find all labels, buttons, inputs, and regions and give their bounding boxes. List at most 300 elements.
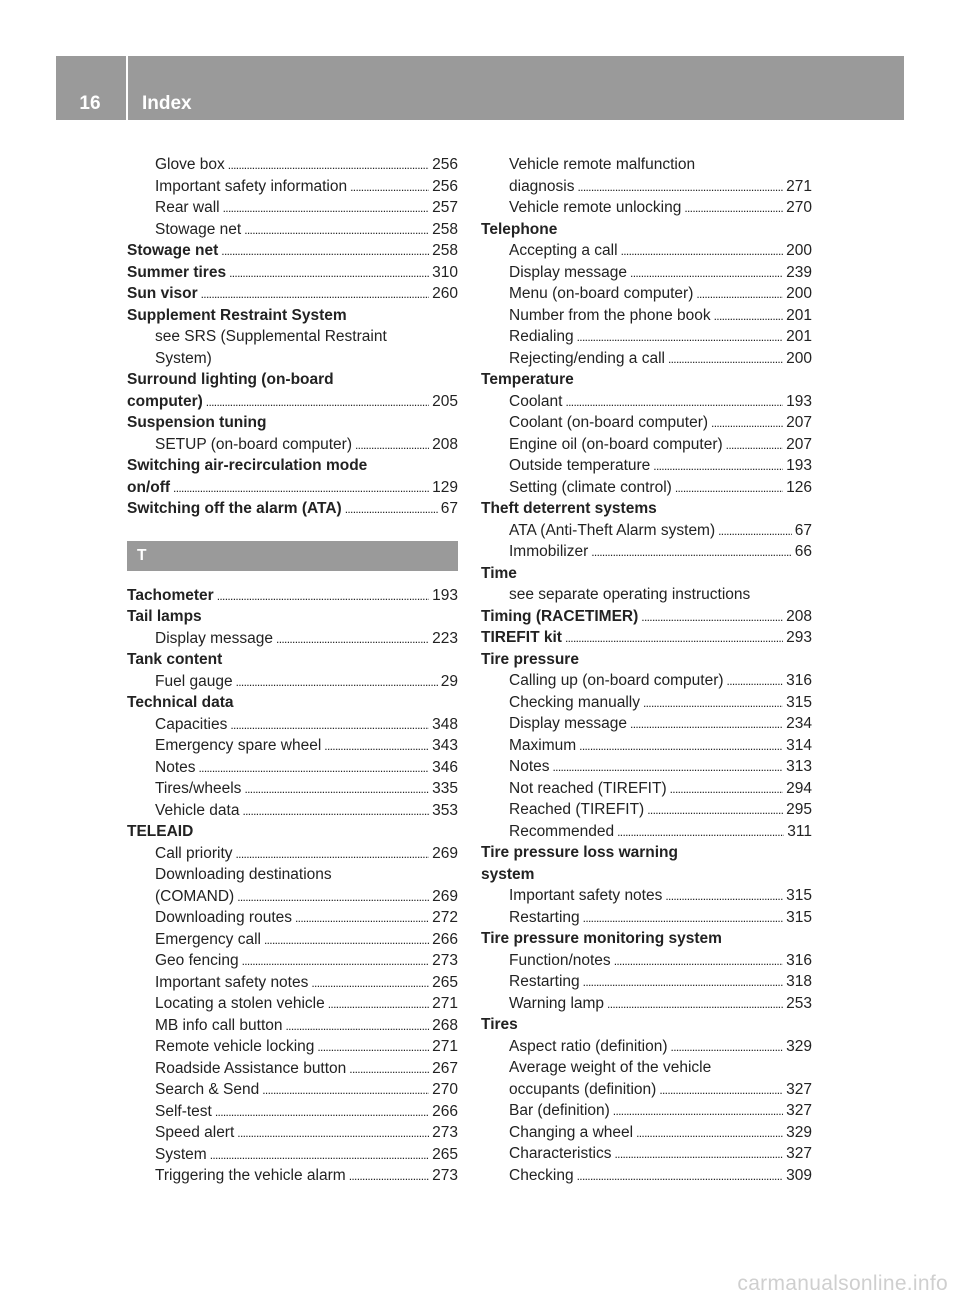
entry-label: Tires [481, 1016, 518, 1033]
entry-label: Coolant (on-board computer) [509, 414, 709, 431]
entry-label: Speed alert [155, 1124, 235, 1141]
dot-leader [647, 799, 783, 821]
entry-label: Outside temperature [509, 457, 651, 474]
index-entry [127, 197, 458, 219]
watermark: carmanualsonline.info [737, 1272, 948, 1295]
index-entry [127, 628, 458, 650]
entry-label: Changing a wheel [509, 1123, 634, 1141]
page-reference: 327 [786, 1080, 812, 1098]
page-reference: 353 [432, 801, 458, 819]
entry-label: Tank content [127, 651, 223, 668]
index-heading [481, 864, 812, 886]
section-letter-header: T [127, 541, 458, 571]
entry-label: Emergency call [155, 930, 261, 948]
dot-leader [324, 735, 429, 757]
page-reference: 270 [432, 1081, 458, 1098]
index-entry [481, 391, 812, 413]
page-reference: 273 [432, 952, 458, 969]
page-reference: 200 [786, 285, 812, 302]
dot-leader [230, 714, 429, 736]
page-reference: 310 [432, 263, 458, 281]
page-reference: 316 [786, 951, 812, 969]
dot-leader [665, 885, 783, 907]
page-reference: 257 [432, 199, 458, 216]
dot-leader [276, 628, 429, 650]
dot-leader [206, 391, 429, 413]
page-reference: 295 [786, 801, 812, 818]
page-reference: 208 [786, 607, 812, 625]
entry-label: System [155, 1145, 207, 1163]
page-reference: 309 [786, 1166, 812, 1184]
index-heading [127, 649, 458, 671]
page-reference: 273 [432, 1167, 458, 1184]
entry-label: Recommended [509, 822, 615, 840]
index-entry [481, 412, 812, 434]
page-reference: 193 [432, 586, 458, 604]
dot-leader [727, 670, 784, 692]
entry-label: Capacities [155, 715, 228, 733]
dot-leader [264, 929, 429, 951]
dot-leader [215, 1101, 429, 1123]
dot-leader [615, 1143, 784, 1165]
index-entry [127, 929, 458, 951]
index-heading [127, 412, 458, 434]
entry-label: system [481, 865, 535, 883]
dot-leader [714, 305, 784, 327]
entry-label: (COMAND) [155, 887, 235, 905]
dot-leader [244, 219, 429, 241]
page-reference: 265 [432, 973, 458, 991]
entry-label: Display message [509, 263, 628, 281]
entry-label: TIREFIT kit [481, 629, 562, 646]
entry-label: Technical data [127, 694, 234, 711]
entry-label: TELEAID [127, 823, 194, 840]
dot-leader [726, 434, 783, 456]
entry-label: Engine oil (on-board computer) [509, 435, 723, 453]
entry-label: Bar (definition) [509, 1102, 610, 1119]
index-entry [127, 800, 458, 822]
entry-label: Temperature [481, 371, 574, 388]
index-entry [127, 993, 458, 1015]
dot-leader [643, 692, 783, 714]
entry-label: Redialing [509, 328, 574, 345]
page-reference: 269 [432, 844, 458, 862]
dot-leader [617, 821, 784, 843]
index-heading [127, 369, 458, 391]
index-entry [481, 283, 812, 305]
page-reference: 258 [432, 220, 458, 238]
index-heading [127, 585, 458, 607]
dot-leader [578, 176, 784, 198]
page-reference: 223 [432, 629, 458, 647]
dot-leader [591, 541, 792, 563]
dot-leader [237, 886, 429, 908]
entry-label: Fuel gauge [155, 672, 233, 690]
index-entry [127, 154, 458, 176]
dot-leader [221, 240, 429, 262]
index-heading [127, 305, 458, 327]
page-reference: 315 [786, 693, 812, 711]
page-reference: 126 [786, 478, 812, 496]
dot-leader [242, 800, 429, 822]
dot-leader [696, 283, 783, 305]
page-reference: 316 [786, 672, 812, 689]
index-entry [481, 993, 812, 1015]
dot-leader [311, 972, 429, 994]
dot-leader [675, 477, 783, 499]
dot-leader [670, 778, 784, 800]
dot-leader [355, 434, 429, 456]
entry-label: Surround lighting (on-board [127, 371, 334, 388]
page-reference: 193 [786, 457, 812, 474]
page-reference: 67 [440, 500, 458, 517]
dot-leader [317, 1036, 429, 1058]
dot-leader [229, 262, 429, 284]
page-reference: 327 [786, 1145, 812, 1162]
dot-leader [577, 1165, 784, 1187]
index-entry [127, 778, 458, 800]
page-reference: 348 [432, 715, 458, 733]
entry-label: Menu (on-board computer) [509, 285, 694, 302]
index-entry [481, 262, 812, 284]
index-entry [481, 1079, 812, 1101]
index-entry [127, 757, 458, 779]
index-entry [481, 1036, 812, 1058]
page-reference: 311 [787, 822, 812, 840]
index-column-right [481, 154, 812, 1186]
page-reference: 294 [786, 779, 812, 797]
entry-label: Rejecting/ending a call [509, 349, 665, 367]
index-entry [127, 843, 458, 865]
page-reference: 293 [786, 629, 812, 646]
index-heading [127, 477, 458, 499]
page-reference: 346 [432, 758, 458, 776]
dot-leader [607, 993, 783, 1015]
dot-leader [236, 843, 430, 865]
dot-leader [621, 240, 784, 262]
index-heading [127, 455, 458, 477]
dot-leader [684, 197, 783, 219]
dot-leader [630, 713, 783, 735]
entry-label: Checking manually [509, 693, 640, 711]
header-divider [126, 56, 128, 120]
index-heading [127, 498, 458, 520]
index-entry [481, 1100, 812, 1122]
index-entry [127, 1015, 458, 1037]
page-reference: 313 [786, 758, 812, 775]
entry-label: Function/notes [509, 951, 611, 969]
index-entry [481, 907, 812, 929]
entry-label: System) [155, 349, 212, 367]
page-reference: 66 [794, 543, 812, 560]
index-heading [481, 369, 812, 391]
index-entry [127, 348, 458, 370]
index-entry [481, 1165, 812, 1187]
entry-label: on/off [127, 478, 171, 496]
entry-label: see separate operating instructions [509, 586, 751, 603]
dot-leader [228, 154, 429, 176]
dot-leader [565, 391, 783, 413]
index-heading [127, 692, 458, 714]
dot-leader [565, 627, 783, 649]
index-entry [481, 1143, 812, 1165]
page-reference: 270 [786, 199, 812, 216]
dot-leader [345, 498, 438, 520]
entry-label: Tail lamps [127, 608, 202, 625]
entry-label: Setting (climate control) [509, 478, 672, 496]
entry-label: Timing (RACETIMER) [481, 607, 639, 625]
index-entry [127, 972, 458, 994]
page-reference: 234 [786, 715, 812, 732]
entry-label: Downloading destinations [155, 866, 332, 883]
dot-leader [671, 1036, 784, 1058]
index-entry [127, 1058, 458, 1080]
page-title: Index [142, 93, 192, 114]
index-entry [481, 821, 812, 843]
entry-label: Self-test [155, 1102, 212, 1120]
entry-label: Not reached (TIREFIT) [509, 779, 667, 797]
entry-label: Reached (TIREFIT) [509, 801, 645, 818]
entry-label: Switching off the alarm (ATA) [127, 500, 342, 517]
page-reference: 268 [432, 1016, 458, 1034]
entry-label: Telephone [481, 220, 558, 238]
dot-leader [328, 993, 429, 1015]
index-entry [127, 671, 458, 693]
page-reference: 315 [786, 908, 812, 926]
page-reference: 318 [786, 973, 812, 990]
entry-label: Characteristics [509, 1145, 612, 1162]
index-entry [127, 176, 458, 198]
page-reference: 207 [786, 414, 812, 431]
index-entry [127, 1122, 458, 1144]
entry-label: Important safety notes [155, 973, 309, 991]
entry-label: Supplement Restraint System [127, 306, 347, 324]
page-reference: 193 [786, 392, 812, 410]
index-entry [481, 778, 812, 800]
index-entry [127, 950, 458, 972]
entry-label: Number from the phone book [509, 306, 711, 324]
entry-label: Tire pressure loss warning [481, 844, 678, 861]
page-reference: 266 [432, 930, 458, 948]
page-reference: 335 [432, 780, 458, 797]
entry-label: Suspension tuning [127, 414, 267, 431]
page-reference: 271 [432, 1038, 458, 1055]
page-reference: 129 [432, 478, 458, 496]
index-entry [481, 735, 812, 757]
dot-leader [668, 348, 783, 370]
index-entry [481, 971, 812, 993]
index-entry [481, 154, 812, 176]
index-entry [481, 713, 812, 735]
entry-label: Vehicle remote unlocking [509, 199, 682, 216]
entry-label: Glove box [155, 156, 225, 173]
entry-label: Display message [155, 629, 274, 647]
dot-leader [614, 950, 783, 972]
page-reference: 256 [432, 177, 458, 195]
entry-label: Tires/wheels [155, 780, 242, 797]
page-reference: 266 [432, 1102, 458, 1120]
page-reference: 271 [432, 995, 458, 1012]
index-entry [481, 455, 812, 477]
entry-label: computer) [127, 392, 203, 410]
index-entry [127, 1036, 458, 1058]
index-heading [127, 262, 458, 284]
index-entry [481, 1122, 812, 1144]
entry-label: Calling up (on-board computer) [509, 672, 724, 689]
page-reference: 343 [432, 737, 458, 754]
page-reference: 314 [786, 736, 812, 754]
entry-label: Theft deterrent systems [481, 500, 657, 517]
page-reference: 315 [786, 887, 812, 904]
page-reference: 201 [786, 306, 812, 324]
page-reference: 327 [786, 1102, 812, 1119]
entry-label: diagnosis [509, 177, 575, 195]
entry-label: Notes [155, 758, 196, 776]
dot-leader [630, 262, 783, 284]
entry-label: Downloading routes [155, 909, 293, 926]
entry-label: Warning lamp [509, 994, 605, 1012]
index-entry [481, 305, 812, 327]
index-entry [127, 864, 458, 886]
index-heading [481, 606, 812, 628]
dot-leader [583, 907, 783, 929]
entry-label: Accepting a call [509, 242, 618, 259]
entry-label: Tire pressure [481, 650, 579, 668]
entry-label: occupants (definition) [509, 1080, 657, 1098]
index-entry [127, 714, 458, 736]
page-reference: 329 [786, 1037, 812, 1055]
dot-leader [577, 326, 783, 348]
page-reference: 67 [794, 521, 812, 539]
page-reference: 256 [432, 156, 458, 173]
entry-label: Switching air-recirculation mode [127, 457, 368, 474]
dot-leader [718, 520, 792, 542]
dot-leader [349, 1058, 429, 1080]
entry-label: Restarting [509, 908, 580, 926]
index-entry [127, 1165, 458, 1187]
dot-leader [613, 1100, 783, 1122]
dot-leader [210, 1144, 429, 1166]
index-entry [127, 434, 458, 456]
index-entry [481, 477, 812, 499]
entry-label: Notes [509, 758, 550, 775]
entry-label: see SRS (Supplemental Restraint [155, 328, 387, 345]
index-heading [481, 842, 812, 864]
page-reference: 253 [786, 994, 812, 1012]
index-heading [127, 821, 458, 843]
entry-label: Sun visor [127, 285, 198, 302]
page-reference: 258 [432, 242, 458, 259]
dot-leader [217, 585, 429, 607]
index-column-left [127, 154, 458, 1187]
page-reference: 29 [440, 672, 458, 690]
page-number: 16 [79, 93, 101, 114]
index-heading [481, 649, 812, 671]
page-header [56, 56, 904, 120]
entry-label: Coolant [509, 392, 563, 410]
entry-label: Search & Send [155, 1081, 260, 1098]
index-entry [481, 348, 812, 370]
entry-label: MB info call button [155, 1016, 283, 1034]
index-entry [481, 885, 812, 907]
page-reference: 239 [786, 263, 812, 281]
index-entry [481, 541, 812, 563]
entry-label: Time [481, 564, 517, 582]
index-entry [127, 326, 458, 348]
dot-leader [641, 606, 783, 628]
page-reference: 200 [786, 349, 812, 367]
entry-label: Locating a stolen vehicle [155, 995, 325, 1012]
dot-leader [201, 283, 429, 305]
dot-leader [636, 1122, 783, 1144]
dot-leader [295, 907, 429, 929]
index-heading [481, 627, 812, 649]
entry-label: Tachometer [127, 586, 214, 604]
entry-label: Stowage net [127, 242, 219, 259]
entry-label: Stowage net [155, 220, 242, 238]
index-entry [127, 886, 458, 908]
index-entry [127, 1101, 458, 1123]
dot-leader [659, 1079, 783, 1101]
index-heading [127, 240, 458, 262]
page-reference: 272 [432, 909, 458, 926]
index-entry [127, 1079, 458, 1101]
entry-label: Display message [509, 715, 628, 732]
entry-label: Call priority [155, 844, 233, 862]
entry-label: Emergency spare wheel [155, 737, 322, 754]
index-entry [127, 735, 458, 757]
index-entry [127, 907, 458, 929]
index-entry [127, 1144, 458, 1166]
index-entry [481, 950, 812, 972]
dot-leader [173, 477, 429, 499]
index-heading [127, 283, 458, 305]
dot-leader [579, 735, 783, 757]
page-reference: 267 [432, 1059, 458, 1077]
index-heading [481, 1014, 812, 1036]
page-reference: 207 [786, 435, 812, 453]
entry-label: Rear wall [155, 199, 220, 216]
entry-label: Roadside Assistance button [155, 1059, 347, 1077]
index-entry [481, 176, 812, 198]
index-entry [481, 520, 812, 542]
index-entry [481, 692, 812, 714]
index-entry [481, 799, 812, 821]
entry-label: Restarting [509, 973, 580, 990]
entry-label: Aspect ratio (definition) [509, 1037, 668, 1055]
page-reference: 265 [432, 1145, 458, 1163]
page-reference: 201 [786, 328, 812, 345]
dot-leader [583, 971, 783, 993]
index-entry [481, 197, 812, 219]
page-reference: 208 [432, 435, 458, 453]
dot-leader [262, 1079, 429, 1101]
dot-leader [653, 455, 783, 477]
entry-label: Average weight of the vehicle [509, 1059, 712, 1076]
entry-label: Important safety notes [509, 887, 663, 904]
dot-leader [349, 1165, 429, 1187]
dot-leader [244, 778, 429, 800]
page-reference: 329 [786, 1123, 812, 1141]
dot-leader [350, 176, 429, 198]
entry-label: Vehicle remote malfunction [509, 156, 696, 173]
page-reference: 205 [432, 392, 458, 410]
index-entry [481, 584, 812, 606]
entry-label: Geo fencing [155, 952, 239, 969]
dot-leader [199, 757, 430, 779]
entry-label: Maximum [509, 736, 577, 754]
index-heading [481, 563, 812, 585]
